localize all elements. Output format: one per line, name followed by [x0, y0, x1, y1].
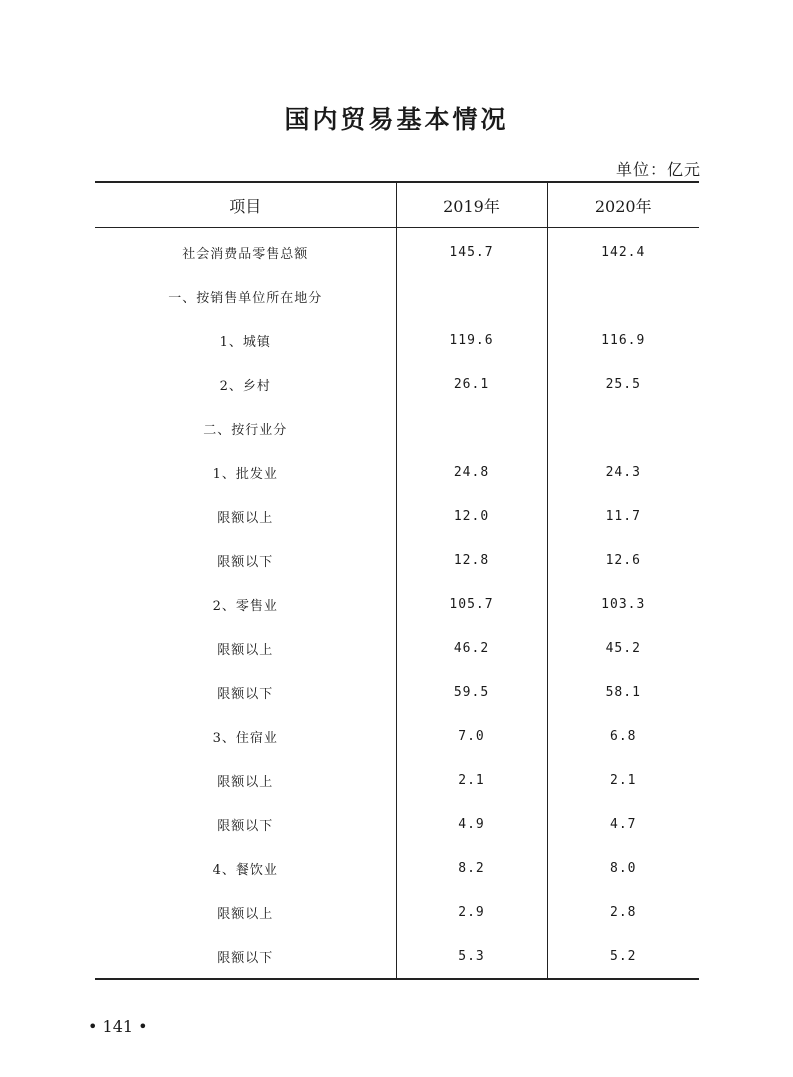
row-label: 限额以上: [217, 510, 274, 526]
value-2019: 24.8: [396, 450, 547, 494]
value-2019: 4.9: [396, 802, 547, 846]
value-2020: 142.4: [547, 228, 699, 275]
value-2020: 58.1: [547, 670, 699, 714]
value-2020: 6.8: [547, 714, 699, 758]
value-2020: 4.7: [547, 802, 699, 846]
row-label: 限额以下: [217, 950, 274, 966]
row-label: 4、餐饮业: [212, 862, 278, 878]
value-2019: 2.9: [396, 890, 547, 934]
unit-label: 单位：亿元: [615, 160, 701, 179]
value-2020: 2.1: [547, 758, 699, 802]
header-2019: 2019年: [396, 182, 547, 228]
value-2019: 5.3: [396, 934, 547, 979]
value-2019: [396, 274, 547, 318]
row-label: 2、乡村: [219, 378, 271, 394]
table-row: [95, 274, 699, 318]
value-2020: 12.6: [547, 538, 699, 582]
row-label: 限额以下: [217, 818, 274, 834]
table-row: [95, 934, 699, 979]
trade-table: [95, 181, 699, 980]
value-2020: 5.2: [547, 934, 699, 979]
value-2019: 145.7: [396, 228, 547, 275]
value-2019: 7.0: [396, 714, 547, 758]
value-2020: 103.3: [547, 582, 699, 626]
row-label: 限额以上: [217, 642, 274, 658]
row-label: 限额以上: [217, 906, 274, 922]
value-2020: [547, 406, 699, 450]
table-row: [95, 494, 699, 538]
value-2019: [396, 406, 547, 450]
value-2020: 24.3: [547, 450, 699, 494]
table-row: [95, 406, 699, 450]
row-label: 社会消费品零售总额: [182, 246, 309, 262]
table-row: [95, 318, 699, 362]
row-label: 3、住宿业: [212, 730, 278, 746]
table-row: [95, 670, 699, 714]
value-2019: 12.0: [396, 494, 547, 538]
value-2019: 8.2: [396, 846, 547, 890]
value-2019: 105.7: [396, 582, 547, 626]
table-row: [95, 846, 699, 890]
value-2020: 45.2: [547, 626, 699, 670]
row-label: 一、按销售单位所在地分: [168, 290, 323, 306]
header-2020: 2020年: [547, 182, 699, 228]
row-label: 2、零售业: [212, 598, 278, 614]
row-label: 限额以上: [217, 774, 274, 790]
table-row: [95, 362, 699, 406]
page-number: • 141 •: [88, 1017, 148, 1036]
table-header-row: [95, 182, 699, 228]
table-row: [95, 802, 699, 846]
table-row: [95, 626, 699, 670]
value-2020: 8.0: [547, 846, 699, 890]
table-row: [95, 758, 699, 802]
value-2019: 59.5: [396, 670, 547, 714]
value-2019: 2.1: [396, 758, 547, 802]
table-row: [95, 450, 699, 494]
value-2020: [547, 274, 699, 318]
table-row: [95, 538, 699, 582]
table-row: [95, 714, 699, 758]
value-2020: 116.9: [547, 318, 699, 362]
table-row: [95, 890, 699, 934]
row-label: 限额以下: [217, 554, 274, 570]
page-title: 国内贸易基本情况: [284, 105, 509, 134]
value-2019: 12.8: [396, 538, 547, 582]
table-row: [95, 582, 699, 626]
row-label: 1、城镇: [219, 334, 271, 350]
table-row: [95, 228, 699, 275]
value-2019: 26.1: [396, 362, 547, 406]
row-label: 二、按行业分: [203, 422, 288, 438]
value-2019: 46.2: [396, 626, 547, 670]
row-label: 1、批发业: [212, 466, 278, 482]
header-item: 项目: [95, 182, 396, 228]
value-2020: 25.5: [547, 362, 699, 406]
value-2019: 119.6: [396, 318, 547, 362]
value-2020: 11.7: [547, 494, 699, 538]
row-label: 限额以下: [217, 686, 274, 702]
value-2020: 2.8: [547, 890, 699, 934]
